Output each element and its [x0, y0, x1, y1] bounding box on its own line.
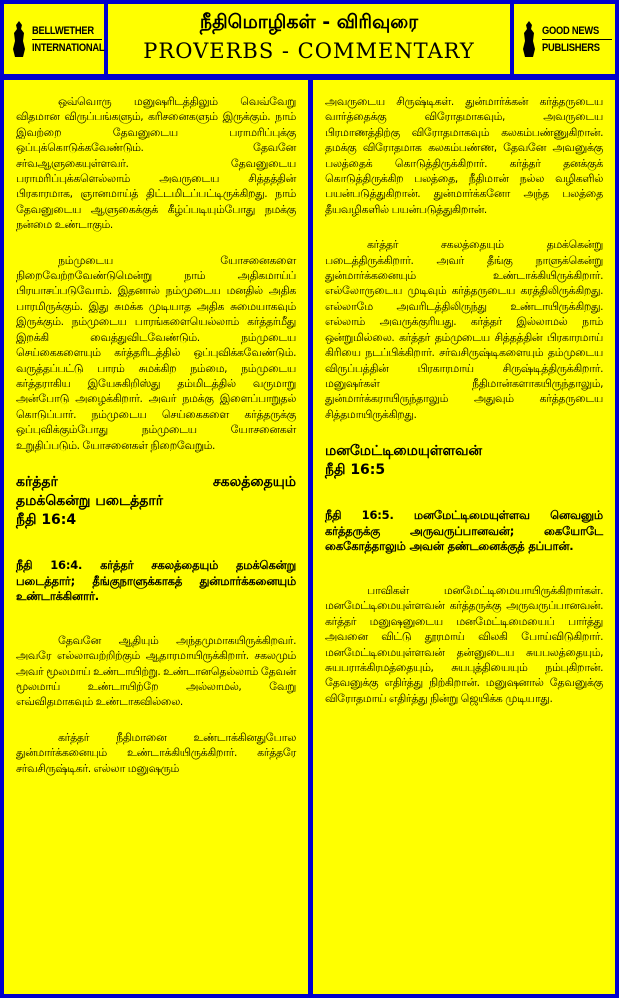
verse-text: நீதி 16:5. மனமேட்டிமையுள்ளவ னெவனும் கர்த்தருக்கு அருவருப்பானவன்; கையோடே கைகோத்தாலும் அவன் தண்டனைக்குத் தப்பான். [325, 508, 603, 554]
title-english: PROVERBS - COMMENTARY [143, 39, 475, 63]
good-news-logo [514, 4, 615, 74]
paragraph: கர்த்தர் சகலத்தையும் தமக்கென்று படைத்திருக்கிறார். அவர் தீங்கு நாளுக்கென்று துன்மார்க்கனையும் உண்டாக்கியிருக்கிறார். எல்லோருடைய முடிவும் கர்த்தருடைய கரத்திலிருக்கிறது. எல்லாமே அவரிடத்திலிருந்து உண்டாயிருக்கிறது. எல்லாம் அவருக்குரியது. கர்த்தர் இல்லாமல் நாம் ஒன்றுமில்லை. கர்த்தர் தம்முடைய சித்தத்தின் பிரகாரமாய் கிரியை நடப்பிக்கிறார். சர்வசிருஷ்டிகளையும் தம்முடைய விருப்பத்தின் பிரகாரமாய் சிருஷ்டித்திருக்கிறார். மனுஷர்கள் நீதிமான்களாகயிருந்தாலும், துன்மார்க்கராயிருந்தாலும் அதுவும் கர்த்தருடைய சித்தமாயிருக்கிறது. [325, 238, 603, 421]
paragraph: ஒவ்வொரு மனுஷரிடத்திலும் வெவ்வேறு விதமான விருப்பங்களும், கரிசனைகளும் இருக்கும். நாம் இவற்றை தேவனுடைய பராமரிப்புக்கு ஒப்புக்கொடுக்கவேண்டும். தேவனே சர்வஆளுகையுள்ளவர். தேவனுடைய பராமரிப்புக்களெல்லாம் அவருடைய சித்தத்தின் பிரகாரமாக, ஞானமாய்த் திட்டமிடப்பட்டிருக்கிறது. நாம் தேவனுடைய ஆளுகைக்குக் கீழ்ப்படியும்போது நமக்கு நன்மை உண்டாகும். [16, 95, 296, 232]
heading-word: கர்த்தர் [16, 473, 58, 490]
title-tamil: நீதிமொழிகள் - விரிவுரை [199, 11, 419, 33]
logo-line2: PUBLISHERS [542, 41, 600, 54]
paragraph: நம்முடைய யோசனைகளை நிறைவேற்றவேண்டுமென்று நாம் அதிகமாய்ப் பிரயாசப்படுவோம். இதனால் நம்முடைய மனதில் அதிக பாரமிருக்கும். இது சுமக்க முடியாத அதிக சுமையாகவும் இருக்கும். நம்முடைய பாரங்களையெல்லாம் கர்த்தர்மீது இறக்கி வைத்துவிடவேண்டும். நம்முடைய செய்கைகளையும் கர்த்தரிடத்தில் ஒப்புவிக்கவேண்டும். வருத்தப்பட்டு பாரம் சுமக்கிற நம்மை, நம்முடைய கர்த்தராகிய இயேசுகிறிஸ்து தம்மிடத்தில் வருமாறு அன்போடு அழைக்கிறார். அவர் நமக்கு இளைப்பாறுதல் கொடுப்பார். நம்முடைய செய்கைகளை கர்த்தருக்கு ஒப்புவிக்கும்போது நம்முடைய யோசனைகள் உறுதிப்படும். யோசனைகள் நிறைவேறும். [16, 253, 296, 452]
heading-reference: நீதி 16:4 [16, 511, 77, 528]
paragraph: பாவிகள் மனமேட்டிமையாயிருக்கிறார்கள். மனமேட்டிமையுள்ளவன் கர்த்தருக்கு அருவருப்பானவன். கர்த்தர் மனுஷனுடைய மனமேட்டிமையைப் பார்த்து அவனை விட்டு தூரமாய் விலகி போய்விடுகிறார். மனமேட்டிமையுள்ளவன் தன்னுடைய சுயபலத்தையும், சுயபராக்கிரமத்தையும், சுயபுத்தியையும் நம்புகிறான். தேவனுக்கு எதிர்த்து நிற்கிறான். மனுஷனால் தேவனுக்கு விரோதமாய் எதிர்த்து நின்று ஜெயிக்க முடியாது. [325, 583, 603, 705]
section-heading [16, 473, 296, 530]
bellwether-logo [4, 4, 104, 74]
verse-text: நீதி 16:4. கர்த்தர் சகலத்தையும் தமக்கென்று படைத்தார்; தீங்குநாளுக்காகத் துன்மார்க்கனையும் உண்டாக்கினார். [16, 557, 296, 604]
section-heading [325, 442, 603, 480]
heading-word: சகலத்தையும் [212, 473, 296, 490]
logo-divider [32, 39, 102, 40]
heading-line: மனமேட்டிமையுள்ளவன் [325, 443, 483, 460]
logo-line1: BELLWETHER [32, 24, 94, 37]
ram-silhouette-icon [520, 19, 538, 59]
logo-line1: GOOD NEWS [542, 24, 599, 37]
right-column [313, 80, 615, 994]
logo-line2: INTERNATIONAL [32, 41, 105, 54]
heading-line: தமக்கென்று படைத்தார் [16, 492, 164, 509]
left-column [4, 80, 308, 994]
page-title [108, 4, 510, 74]
logo-divider [542, 39, 612, 40]
paragraph: அவருடைய சிருஷ்டிகள். துன்மார்க்கன் கர்த்தருடைய வார்த்தைக்கு விரோதமாகவும், அவருடைய பிரமாணத்திற்கு விரோதமாகவும் கலகம்பண்ணுகிறான். தமக்கு விரோதமாக கலகம்பண்ண, தேவனே அவனுக்கு பலத்தைக் கொடுத்திருக்கிறார். கர்த்தர் தனக்குக் கொடுத்திருக்கிற பலத்தை, நீதிமான் நல்ல வழிகளில் பயன்படுத்துகிறான். துன்மார்க்கனோ அந்த பலத்தை தீயவழிகளில் பயன்படுத்துகிறான். [325, 95, 603, 216]
paragraph: கர்த்தர் நீதிமானை உண்டாக்கினதுபோல துன்மார்க்கனையும் உண்டாக்கியிருக்கிறார். கர்த்தரே சர்வசிருஷ்டிகர். எல்லா மனுஷரும் [16, 730, 296, 775]
paragraph: தேவனே ஆதியும் அந்தமுமாகயிருக்கிறவர். அவரே எல்லாவற்றிற்கும் ஆதாரமாயிருக்கிறார். சகலமும் அவர் மூலமாய் உண்டாயிற்று. உண்டானதெல்லாம் தேவன் மூலமாய் உண்டாயிற்றே அல்லாமல், வேறு எவ்விதமாகவும் உண்டாகவில்லை. [16, 633, 296, 709]
heading-reference: நீதி 16:5 [325, 462, 386, 479]
ram-silhouette-icon [10, 19, 28, 59]
